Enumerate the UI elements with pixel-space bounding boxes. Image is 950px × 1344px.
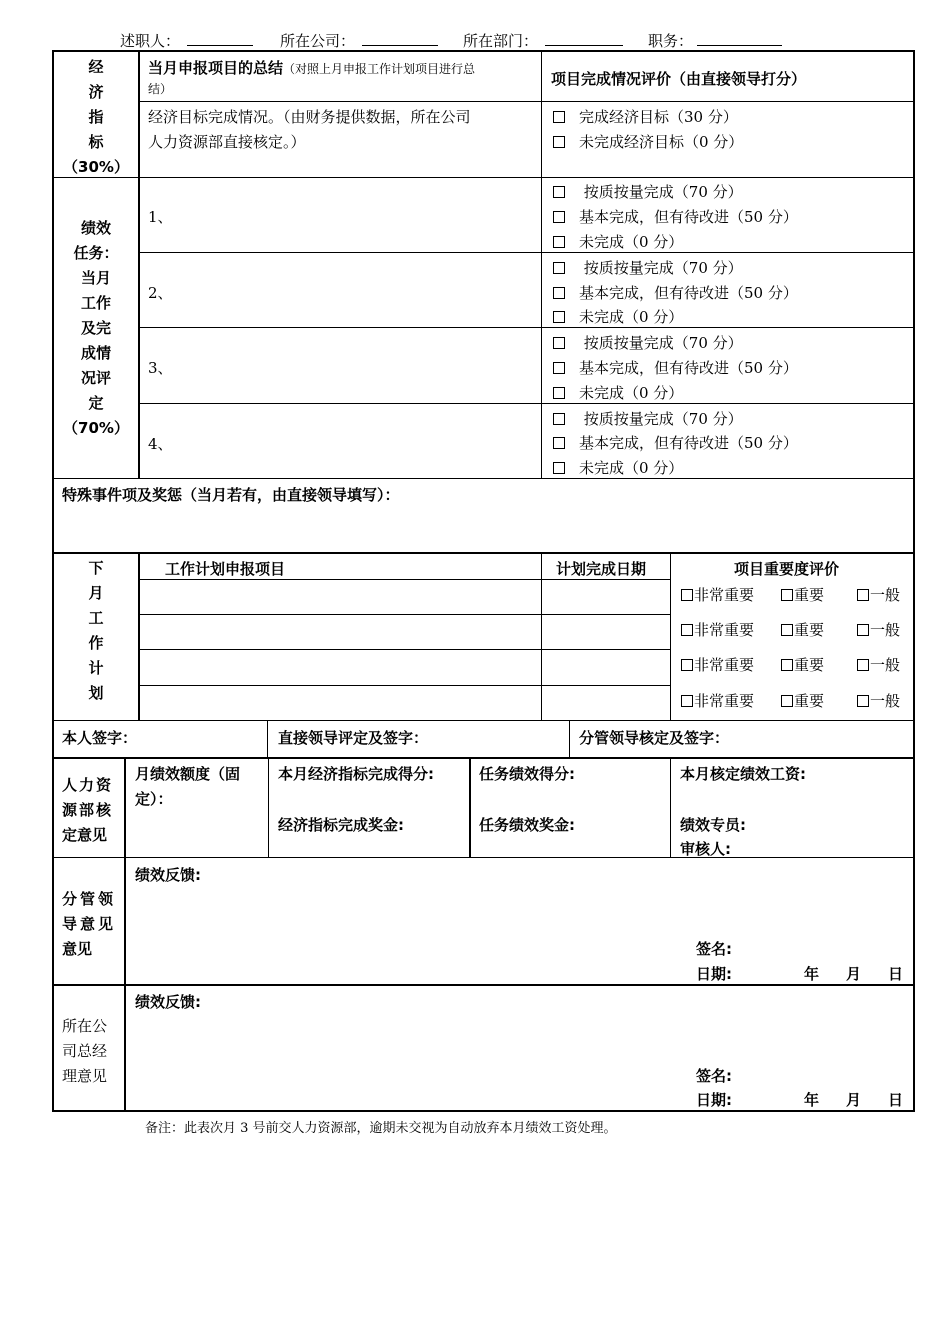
checkbox[interactable]	[553, 186, 565, 198]
importance-very-important[interactable]	[681, 690, 754, 711]
next-plan-label-char: 月	[88, 584, 104, 602]
task-2-option-none[interactable]	[553, 306, 683, 327]
next-plan-label-char: 计	[88, 659, 104, 677]
performance-label-line: （70%）	[63, 419, 129, 437]
checkbox[interactable]	[553, 262, 565, 274]
year-label: 年	[804, 965, 820, 983]
option-label: 基本完成，但有待改进（50 分）	[579, 208, 798, 226]
economic-label-char: 标	[88, 133, 104, 151]
econ-bonus-label: 经济指标完成奖金:	[278, 816, 404, 834]
importance-very-important[interactable]	[681, 584, 754, 605]
reviewer-label: 审核人:	[680, 840, 731, 858]
checkbox[interactable]	[553, 387, 565, 399]
task-1[interactable]: 1、	[148, 208, 173, 226]
checkbox[interactable]	[857, 589, 869, 601]
performance-label-line: 任务：	[73, 244, 119, 262]
importance-important[interactable]	[781, 619, 824, 640]
approved-salary-label: 本月核定绩效工资:	[680, 765, 806, 783]
division-opinion-label-line: 意见	[62, 940, 93, 958]
task-4[interactable]: 4、	[148, 435, 173, 453]
checkbox[interactable]	[681, 624, 693, 636]
next-plan-label-char: 划	[88, 684, 104, 702]
task-3-option-basic[interactable]	[553, 357, 798, 378]
importance-normal[interactable]	[857, 584, 900, 605]
task-3[interactable]: 3、	[148, 359, 173, 377]
option-label: 未完成（0 分）	[579, 233, 684, 251]
option-label: 非常重要	[694, 656, 755, 674]
task-4-option-basic[interactable]	[553, 432, 798, 453]
self-signature-label: 本人签字：	[62, 729, 138, 747]
checkbox[interactable]	[553, 136, 565, 148]
performance-label-line: 及完	[80, 319, 111, 337]
task-2-option-basic[interactable]	[553, 282, 798, 303]
importance-very-important[interactable]	[681, 619, 754, 640]
gm-opinion-label	[62, 1014, 107, 1089]
gm-opinion-label-line: 所在公	[62, 1017, 108, 1035]
day-label: 日	[888, 1091, 904, 1109]
col-importance: 项目重要度评价	[734, 560, 840, 578]
task-bonus-label: 任务绩效奖金:	[479, 816, 575, 834]
gm-opinion-label-line: 司总经	[62, 1042, 108, 1060]
day-label: 日	[888, 965, 904, 983]
direct-leader-signature-label: 直接领导评定及签字：	[278, 729, 429, 747]
position-field[interactable]	[697, 45, 782, 46]
importance-normal[interactable]	[857, 654, 900, 675]
company-label: 所在公司：	[280, 32, 356, 50]
summary-title	[148, 57, 475, 78]
econ-score-label: 本月经济指标完成得分:	[278, 765, 434, 783]
next-plan-label-char: 工	[88, 609, 104, 627]
option-label: 一般	[870, 692, 901, 710]
gm-sign-label: 签名:	[696, 1067, 732, 1085]
task-2[interactable]: 2、	[148, 284, 173, 302]
economic-option-complete[interactable]	[553, 106, 738, 127]
checkbox[interactable]	[553, 236, 565, 248]
gm-feedback-label: 绩效反馈:	[135, 993, 201, 1011]
economic-option-incomplete[interactable]	[553, 131, 743, 152]
performance-label-line: 定	[88, 394, 104, 412]
task-3-option-none[interactable]	[553, 382, 683, 403]
task-4-option-full[interactable]	[553, 408, 743, 429]
option-label: 基本完成，但有待改进（50 分）	[579, 359, 798, 377]
plan-item-field[interactable]	[141, 687, 539, 719]
economic-label-char: 经	[88, 58, 104, 76]
option-label: 完成经济目标（30 分）	[579, 108, 738, 126]
hr-label-line: 人力资	[62, 776, 114, 794]
option-label: 一般	[870, 621, 901, 639]
col-plan-date: 计划完成日期	[556, 560, 647, 578]
option-label: 未完成（0 分）	[579, 459, 684, 477]
checkbox[interactable]	[553, 413, 565, 425]
checkbox[interactable]	[781, 695, 793, 707]
performance-label	[54, 216, 138, 441]
option-label: 重要	[794, 656, 825, 674]
importance-normal[interactable]	[857, 690, 900, 711]
position-label: 职务：	[648, 32, 694, 50]
division-date-label: 日期:	[696, 965, 732, 983]
performance-specialist-label: 绩效专员:	[680, 816, 746, 834]
option-label: 未完成（0 分）	[579, 308, 684, 326]
option-label: 重要	[794, 692, 825, 710]
division-sign-label: 签名:	[696, 940, 732, 958]
option-label: 基本完成，但有待改进（50 分）	[579, 284, 798, 302]
next-plan-label	[54, 556, 138, 706]
checkbox[interactable]	[553, 437, 565, 449]
performance-label-line: 绩效	[80, 219, 111, 237]
division-opinion-label-line: 导意见	[62, 915, 117, 933]
performance-label-line: 工作	[80, 294, 111, 312]
option-label: 非常重要	[694, 621, 755, 639]
col-plan-item: 工作计划申报项目	[165, 560, 286, 578]
checkbox[interactable]	[553, 362, 565, 374]
checkbox[interactable]	[553, 111, 565, 123]
hr-label-line: 定意见	[62, 826, 108, 844]
economic-label	[54, 55, 138, 180]
department-field[interactable]	[545, 45, 623, 46]
next-plan-label-char: 下	[88, 559, 104, 577]
summary-title-text: 当月申报项目的总结	[148, 59, 284, 77]
task-score-label: 任务绩效得分:	[479, 765, 575, 783]
task-4-option-none[interactable]	[553, 457, 683, 478]
importance-important[interactable]	[781, 584, 824, 605]
economic-desc: 人力资源部直接核定。）	[148, 133, 306, 151]
special-events-field[interactable]	[60, 505, 905, 549]
checkbox[interactable]	[857, 695, 869, 707]
hr-label-line: 源部核	[62, 801, 114, 819]
economic-label-char: 济	[88, 83, 104, 101]
hr-label	[62, 773, 113, 848]
plan-item-field[interactable]	[141, 581, 539, 613]
plan-date-field[interactable]	[544, 616, 668, 648]
performance-label-line: 况评	[80, 369, 111, 387]
reporter-field[interactable]	[187, 45, 253, 46]
division-opinion-label	[62, 887, 116, 962]
option-label: 重要	[794, 586, 825, 604]
economic-label-char: （30%）	[63, 158, 129, 176]
option-label: 重要	[794, 621, 825, 639]
checkbox[interactable]	[553, 311, 565, 323]
next-plan-label-char: 作	[88, 634, 104, 652]
plan-item-field[interactable]	[141, 616, 539, 648]
economic-label-char: 指	[88, 108, 104, 126]
checkbox[interactable]	[781, 589, 793, 601]
summary-note-cont: 结）	[148, 82, 173, 96]
monthly-quota-label: 月绩效额度（固	[135, 765, 241, 783]
checkbox[interactable]	[553, 337, 565, 349]
task-3-option-full[interactable]	[553, 332, 743, 353]
year-label: 年	[804, 1091, 820, 1109]
checkbox[interactable]	[781, 624, 793, 636]
company-field[interactable]	[362, 45, 438, 46]
division-feedback-field[interactable]	[133, 888, 673, 978]
gm-feedback-field[interactable]	[133, 1014, 673, 1104]
gm-date-label: 日期:	[696, 1091, 732, 1109]
option-label: 一般	[870, 586, 901, 604]
option-label: 一般	[870, 656, 901, 674]
option-label: 非常重要	[694, 586, 755, 604]
footer-note: 备注：此表次月 3 号前交人力资源部，逾期未交视为自动放弃本月绩效工资处理。	[145, 1121, 617, 1136]
option-label: 按质按量完成（70 分）	[583, 183, 743, 201]
importance-important[interactable]	[781, 654, 824, 675]
checkbox[interactable]	[857, 659, 869, 671]
option-label: 未完成经济目标（0 分）	[579, 133, 744, 151]
gm-opinion-label-line: 理意见	[62, 1067, 108, 1085]
economic-desc: 经济目标完成情况。（由财务提供数据，所在公司	[148, 108, 471, 126]
importance-very-important[interactable]	[681, 654, 754, 675]
division-opinion-label-line: 分管领	[62, 890, 117, 908]
task-1-option-basic[interactable]	[553, 206, 798, 227]
eval-title: 项目完成情况评价（由直接领导打分）	[551, 70, 807, 88]
task-2-option-full[interactable]	[553, 257, 743, 278]
checkbox[interactable]	[857, 624, 869, 636]
plan-item-field[interactable]	[141, 651, 539, 683]
checkbox[interactable]	[553, 287, 565, 299]
performance-label-line: 成情	[80, 344, 111, 362]
checkbox[interactable]	[681, 659, 693, 671]
division-feedback-label: 绩效反馈:	[135, 866, 201, 884]
option-label: 未完成（0 分）	[579, 384, 684, 402]
option-label: 非常重要	[694, 692, 755, 710]
department-label: 所在部门：	[463, 32, 539, 50]
task-1-option-none[interactable]	[553, 231, 683, 252]
plan-date-field[interactable]	[544, 687, 668, 719]
plan-date-field[interactable]	[544, 651, 668, 683]
option-label: 按质按量完成（70 分）	[583, 334, 743, 352]
task-1-option-full[interactable]	[553, 181, 743, 202]
special-events-label: 特殊事件项及奖惩（当月若有，由直接领导填写）：	[62, 486, 400, 504]
month-label: 月	[846, 965, 862, 983]
reporter-label: 述职人：	[120, 32, 181, 50]
summary-note: （对照上月申报工作计划项目进行总	[283, 62, 476, 76]
importance-important[interactable]	[781, 690, 824, 711]
checkbox[interactable]	[781, 659, 793, 671]
monthly-quota-label-cont: 定）：	[135, 790, 173, 808]
plan-date-field[interactable]	[544, 581, 668, 613]
performance-label-line: 当月	[80, 269, 111, 287]
checkbox[interactable]	[553, 211, 565, 223]
option-label: 按质按量完成（70 分）	[583, 410, 743, 428]
option-label: 按质按量完成（70 分）	[583, 259, 743, 277]
month-label: 月	[846, 1091, 862, 1109]
division-leader-signature-label: 分管领导核定及签字：	[579, 729, 730, 747]
checkbox[interactable]	[681, 589, 693, 601]
checkbox[interactable]	[553, 462, 565, 474]
option-label: 基本完成，但有待改进（50 分）	[579, 434, 798, 452]
checkbox[interactable]	[681, 695, 693, 707]
importance-normal[interactable]	[857, 619, 900, 640]
